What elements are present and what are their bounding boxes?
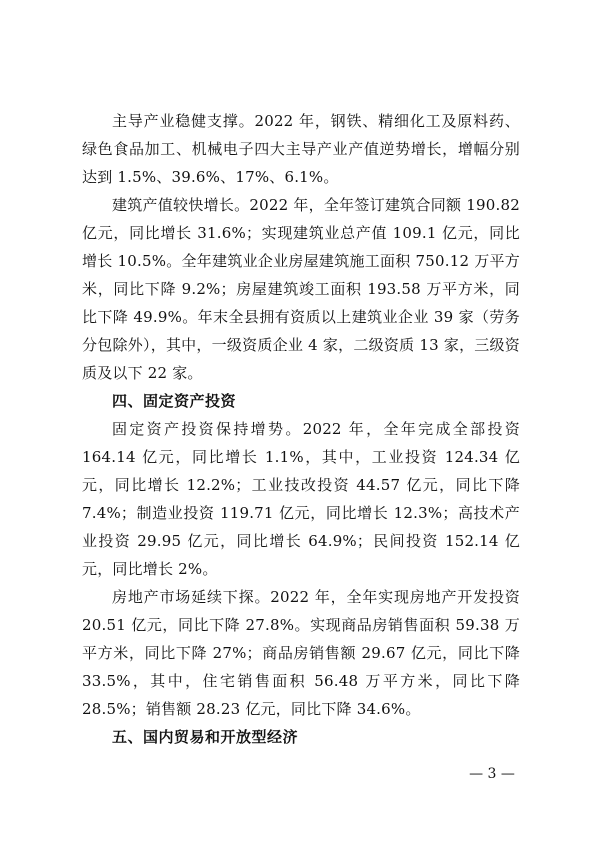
paragraph-fixed-asset-investment bbox=[82, 415, 520, 583]
paragraph-lead: 主导产业稳健支撑。 bbox=[112, 112, 255, 130]
paragraph-construction-output bbox=[82, 191, 520, 387]
paragraph-lead: 固定资产投资保持增势。 bbox=[112, 420, 303, 438]
paragraph-lead: 房地产市场延续下探。 bbox=[112, 588, 271, 606]
document-body bbox=[82, 107, 520, 751]
paragraph-lead: 建筑产值较快增长。 bbox=[112, 196, 250, 214]
paragraph-text: 2022 年，钢铁、精细化工及原料药、绿色食品加工、机械电子四大主导产业产值逆势增长，增幅分别达到 1.5%、39.6%、17%、6.1%。 bbox=[82, 112, 520, 186]
section-heading-fixed-asset-investment: 四、固定资产投资 bbox=[112, 392, 237, 410]
paragraph-text: 2022 年，全年签订建筑合同额 190.82 亿元，同比增长 31.6%；实现建筑业总产值 109.1 亿元，同比增长 10.5%。全年建筑业企业房屋建筑施工面积 750.12 万平方米，同比下降 9.2%；房屋建筑竣工面积 193.58 万平方米，同比下降 49.9%。年末全县拥有资质以上建筑业企业 39 家（劳务分包除外），其中，一级资质企业 4 家，二级资质 13 家，三级资质及以下 22 家。 bbox=[82, 196, 520, 382]
page-number: — 3 — bbox=[469, 766, 515, 782]
paragraph-text: 2022 年，全年完成全部投资 164.14 亿元，同比增长 1.1%，其中，工业投资 124.34 亿元，同比增长 12.2%；工业技改投资 44.57 亿元，同比下降 7.4%；制造业投资 119.71 亿元，同比增长 12.3%；高技术产业投资 29.95 亿元，同比增长 64.9%；民间投资 152.14 亿元，同比增长 2%。 bbox=[82, 420, 521, 578]
paragraph-text: 2022 年，全年实现房地产开发投资 20.51 亿元，同比下降 27.8%。实现商品房销售面积 59.38 万平方米，同比下降 27%；商品房销售额 29.67 亿元，同比下降 33.5%，其中，住宅销售面积 56.48 万平方米，同比下降 28.5%；销售额 28.23 亿元，同比下降 34.6%。 bbox=[82, 588, 520, 718]
paragraph-leading-industries bbox=[82, 107, 520, 191]
section-heading-domestic-trade: 五、国内贸易和开放型经济 bbox=[112, 728, 299, 746]
paragraph-real-estate-market bbox=[82, 583, 520, 723]
